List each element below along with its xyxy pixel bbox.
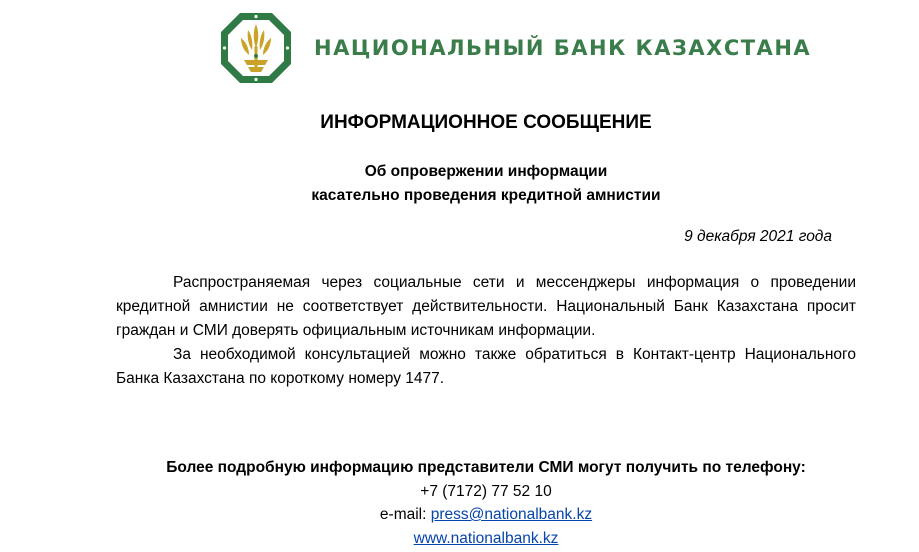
- contacts-heading: Более подробную информацию представители СМИ могут получить по телефону:: [166, 459, 806, 476]
- subtitle-line-2: касательно проведения кредитной амнистии: [311, 187, 661, 204]
- subtitle-line-1: Об опровержении информации: [364, 163, 608, 180]
- document-date: 9 декабря 2021 года: [684, 228, 832, 245]
- document-subtitle: [0, 160, 919, 208]
- email-label: e-mail:: [379, 506, 431, 523]
- website-link[interactable]: www.nationalbank.kz: [413, 529, 559, 547]
- email-link[interactable]: press@nationalbank.kz: [430, 506, 593, 523]
- contacts-block: [0, 456, 919, 550]
- page-title: ИНФОРМАЦИОННОЕ СООБЩЕНИЕ: [320, 112, 652, 133]
- national-bank-emblem-icon: [218, 10, 294, 86]
- contact-email-line: [0, 503, 919, 527]
- paragraph: За необходимой консультацией можно также обратиться в Контакт-центр Национального Банка Казахстана по короткому номеру 1477.: [116, 346, 856, 387]
- bank-name: НАЦИОНАЛЬНЫЙ БАНК КАЗАХСТАНА: [314, 36, 812, 60]
- document-body: [116, 271, 856, 391]
- paragraph: Распространяемая через социальные сети и мессенджеры информация о проведении кредитной амнистии не соответствует действительности. Национальный Банк Казахстана просит граждан и СМИ доверять официальным источникам информации.: [116, 274, 856, 339]
- contact-phone: +7 (7172) 77 52 10: [420, 482, 552, 500]
- document-header: [218, 10, 811, 86]
